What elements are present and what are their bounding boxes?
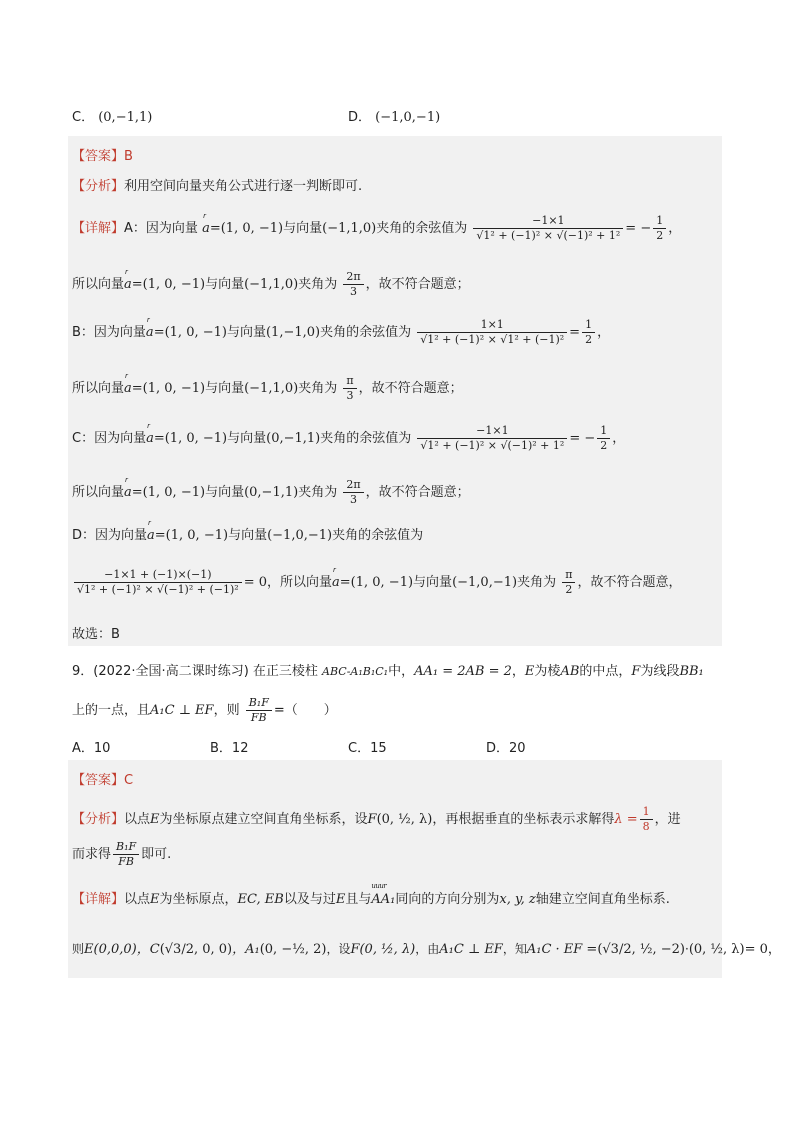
option-d-value: (−1,0,−1)	[375, 110, 441, 125]
fraction-half: $\frac{1}{2}$	[597, 424, 610, 453]
q8-detail-a: 【详解】A：因为向量 r a=(1, 0, −1)与向量(−1,1,0)夹角的余弦值为 $\frac{-1\times 1}{\text{√1² + (−1)² × √(−1)² + 1²}}$ = − $\frac{1}{2}$ ，	[72, 214, 681, 243]
q8-detail-d: D：因为向量r a=(1, 0, −1)与向量(−1,0,−1)夹角的余弦值为	[72, 524, 423, 543]
vector-a: r a	[124, 277, 132, 292]
answer-value: C	[124, 773, 134, 788]
q8-detail-d-formula: $\frac{-1\times 1 + (-1)\times(-1)}{\text{√1² + (−1)² × √(−1)² + (−1)²}}$ = 0，所以向量r a=(1, 0, −1)与向量(−1,0,−1)夹角为 $\frac{\pi}{2}$ ，故不符合题意，	[72, 568, 681, 597]
fraction-half: $\frac{1}{2}$	[582, 318, 595, 347]
answer-value: B	[124, 149, 133, 164]
q9-stem-line2: 上的一点，且A₁C ⊥ EF，则 $\frac{\text{B₁F}}{FB}$ =（ ）	[72, 696, 337, 724]
q9-analysis-line1: 【分析】以点E为坐标原点建立空间直角坐标系，设F(0, ½, λ)，再根据垂直的坐标表示求解得λ = $\frac{1}{8}$ ，进	[72, 805, 681, 833]
vector-a: r a	[332, 575, 340, 590]
q9-detail-line2: 则E(0,0,0)，C(√3/2, 0, 0)，A₁(0, −½, 2)，设F(0, ½, λ)，由A₁C ⊥ EF，知A₁C · EF =(√3/2, ½, −2)·(0, ½, λ)= 0，	[72, 942, 781, 957]
fraction-c-cos: $\frac{-1\times 1}{\text{√1² + (−1)² × √(−1)² + 1²}}$	[417, 424, 567, 453]
fraction-a-angle: $\frac{2\pi}{3}$	[343, 270, 363, 299]
answer-tag: 【答案】	[72, 773, 125, 788]
detail-tag: 【详解】	[72, 220, 125, 236]
detail-tag: 【详解】	[72, 892, 125, 907]
prism-name: ABC-A₁B₁C₁	[322, 665, 389, 678]
option-c-value: (0,−1,1)	[98, 110, 153, 125]
vector-a: r a	[147, 528, 155, 543]
q9-answer	[72, 769, 133, 788]
q9-option-b: B．12	[210, 741, 249, 756]
vector-aa1: uuur AA₁	[371, 892, 395, 907]
choose-text: 故选：B	[72, 627, 120, 642]
fraction-d-angle: $\frac{\pi}{2}$	[562, 568, 575, 597]
q9-stem-line1: 9．(2022·全国·高二课时练习) 在正三棱柱 ABC-A₁B₁C₁中，AA₁ = 2AB = 2，E为棱AB的中点，F为线段BB₁	[72, 664, 704, 679]
analysis-tag: 【分析】	[72, 811, 125, 827]
option-d-label: D．	[348, 110, 372, 125]
lambda-fraction: $\frac{1}{8}$	[640, 805, 653, 834]
q9-analysis-line2: 而求得 $\frac{\text{B₁F}}{FB}$ 即可.	[72, 840, 172, 868]
q8-detail-b: B：因为向量r a=(1, 0, −1)与向量(1,−1,0)夹角的余弦值为 $\frac{1\times 1}{\text{√1² + (−1)² × √1² + (−1)²}}$ = $\frac{1}{2}$ ，	[72, 318, 610, 347]
ratio-fraction: $\frac{\text{B₁F}}{FB}$	[113, 840, 139, 869]
q9-option-a: A．10	[72, 741, 111, 756]
q8-answer	[72, 145, 133, 164]
fraction-c-angle: $\frac{2\pi}{3}$	[343, 478, 363, 507]
analysis-tag: 【分析】	[72, 179, 125, 194]
fraction-b-angle: $\frac{\pi}{3}$	[343, 374, 356, 403]
q9-option-c: C．15	[348, 741, 387, 756]
q8-detail-b-angle: 所以向量r a=(1, 0, −1)与向量(−1,1,0)夹角为 $\frac{\pi}{3}$ ，故不符合题意；	[72, 374, 463, 403]
option-c-label: C．	[72, 110, 95, 125]
analysis-text: 利用空间向量夹角公式进行逐一判断即可.	[124, 179, 363, 194]
q9-source: 9．(2022·全国·高二课时练习) 在正三棱柱	[72, 664, 318, 679]
answer-tag: 【答案】	[72, 149, 125, 164]
q8-choose	[72, 623, 120, 642]
vector-a: r a	[124, 485, 132, 500]
q8-detail-c: C：因为向量r a=(1, 0, −1)与向量(0,−1,1)夹角的余弦值为 $\frac{-1\times 1}{\text{√1² + (−1)² × √(−1)² + 1²}}$ = − $\frac{1}{2}$ ，	[72, 424, 625, 453]
q9-option-d: D．20	[486, 741, 526, 756]
q8-detail-a-angle: 所以向量r a=(1, 0, −1)与向量(−1,1,0)夹角为 $\frac{2\pi}{3}$ ，故不符合题意；	[72, 270, 470, 299]
fraction-half: $\frac{1}{2}$	[653, 214, 666, 243]
fraction-d-cos: $\frac{-1\times 1 + (-1)\times(-1)}{\text{√1² + (−1)² × √(−1)² + (−1)²}}$	[74, 568, 242, 597]
ratio-fraction: $\frac{\text{B₁F}}{FB}$	[246, 696, 272, 725]
q9-detail-line1: 【详解】以点E为坐标原点，EC, EB以及与过E且与uuur AA₁同向的方向分别为x, y, z轴建立空间直角坐标系.	[72, 888, 670, 907]
vector-a: r a	[202, 221, 210, 236]
option-c	[72, 106, 152, 125]
vector-a: r a	[146, 325, 154, 340]
fraction-a-cos: $\frac{-1\times 1}{\text{√1² + (−1)² × √(−1)² + 1²}}$	[473, 214, 623, 243]
vector-a: r a	[124, 381, 132, 396]
fraction-b-cos: $\frac{1\times 1}{\text{√1² + (−1)² × √1² + (−1)²}}$	[417, 318, 567, 347]
q8-detail-c-angle: 所以向量r a=(1, 0, −1)与向量(0,−1,1)夹角为 $\frac{2\pi}{3}$ ，故不符合题意；	[72, 478, 470, 507]
q8-analysis	[72, 175, 362, 194]
vector-a: r a	[146, 431, 154, 446]
option-d	[348, 106, 440, 125]
